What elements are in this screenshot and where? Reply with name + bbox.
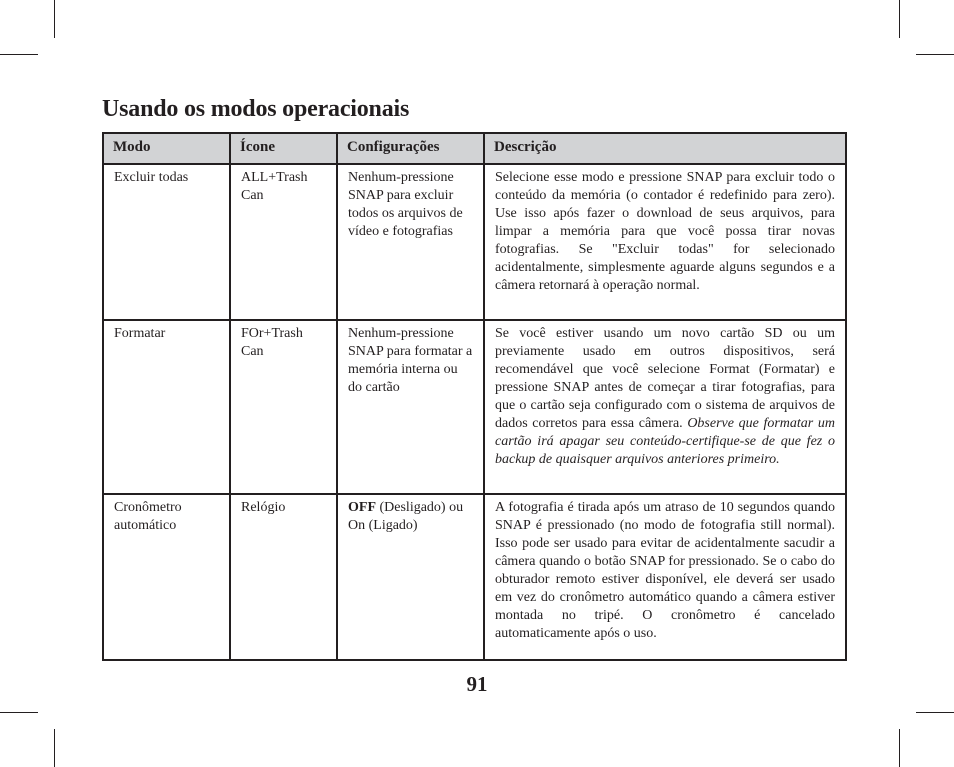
modes-table bbox=[102, 132, 847, 661]
crop-mark bbox=[916, 712, 954, 713]
settings-cell: Nenhum-pressione SNAP para excluir todos os arquivos de vídeo e fotografias bbox=[337, 164, 484, 320]
page-title: Usando os modos operacionais bbox=[102, 96, 410, 122]
crop-mark bbox=[916, 54, 954, 55]
column-header-mode: Modo bbox=[103, 133, 230, 164]
settings-options: (Desligado) ou On (Ligado) bbox=[348, 500, 464, 533]
table-row bbox=[103, 164, 846, 320]
table-header-row bbox=[103, 133, 846, 164]
format-warning-note: Observe que formatar um cartão irá apagar seu conteúdo-certifique-se de que fez o backup de quaisquer arquivos anteriores primeiro. bbox=[495, 416, 836, 467]
crop-mark bbox=[54, 729, 55, 767]
description-cell: A fotografia é tirada após um atraso de 10 segundos quando SNAP é pressionado (no modo de fotografia still normal). Isso pode ser usado para evitar de acidentalmente sacudir a câmera quando o botão SNAP for pressionado. Se o cabo do obturador remoto estiver disponível, ele deverá ser usado em vez do cronômetro automático quando a câmera estiver montada no tripé. O cronômetro é cancelado automaticamente após o uso. bbox=[484, 494, 846, 660]
mode-cell: Cronômetro automático bbox=[103, 494, 230, 660]
column-header-settings: Configurações bbox=[337, 133, 484, 164]
mode-cell: Formatar bbox=[103, 320, 230, 494]
column-header-description: Descrição bbox=[484, 133, 846, 164]
description-cell: Selecione esse modo e pressione SNAP para excluir todo o conteúdo da memória (o contador é redefinido para zero). Use isso após fazer o download de seus arquivos, para limpar a memória para que você possa tirar novas fotografias. Se "Excluir todas" for selecionado acidentalmente, simplesmente aguarde alguns segundos e a câmera retornará à operação normal. bbox=[484, 164, 846, 320]
icon-cell: Relógio bbox=[230, 494, 337, 660]
settings-cell: Nenhum-pressione SNAP para formatar a memória interna ou do cartão bbox=[337, 320, 484, 494]
crop-mark bbox=[54, 0, 55, 38]
table-row bbox=[103, 494, 846, 660]
page-number: 91 bbox=[466, 672, 488, 696]
description-cell bbox=[484, 320, 846, 494]
settings-cell bbox=[337, 494, 484, 660]
crop-mark bbox=[899, 729, 900, 767]
column-header-icon: Ícone bbox=[230, 133, 337, 164]
crop-mark bbox=[0, 54, 38, 55]
icon-cell: ALL+Trash Can bbox=[230, 164, 337, 320]
mode-cell: Excluir todas bbox=[103, 164, 230, 320]
table-row bbox=[103, 320, 846, 494]
crop-mark bbox=[899, 0, 900, 38]
icon-cell: FOr+Trash Can bbox=[230, 320, 337, 494]
crop-mark bbox=[0, 712, 38, 713]
description-text: Se você estiver usando um novo cartão SD ou um previamente usado em outros dispositivos, será recomendável que você selecione Format (Formatar) e pressione SNAP antes de começar a tirar fotografias, para que o cartão seja configurado com o sistema de arquivos de dados corretos para essa câmera. bbox=[495, 326, 835, 431]
settings-default-value: OFF bbox=[348, 500, 376, 515]
